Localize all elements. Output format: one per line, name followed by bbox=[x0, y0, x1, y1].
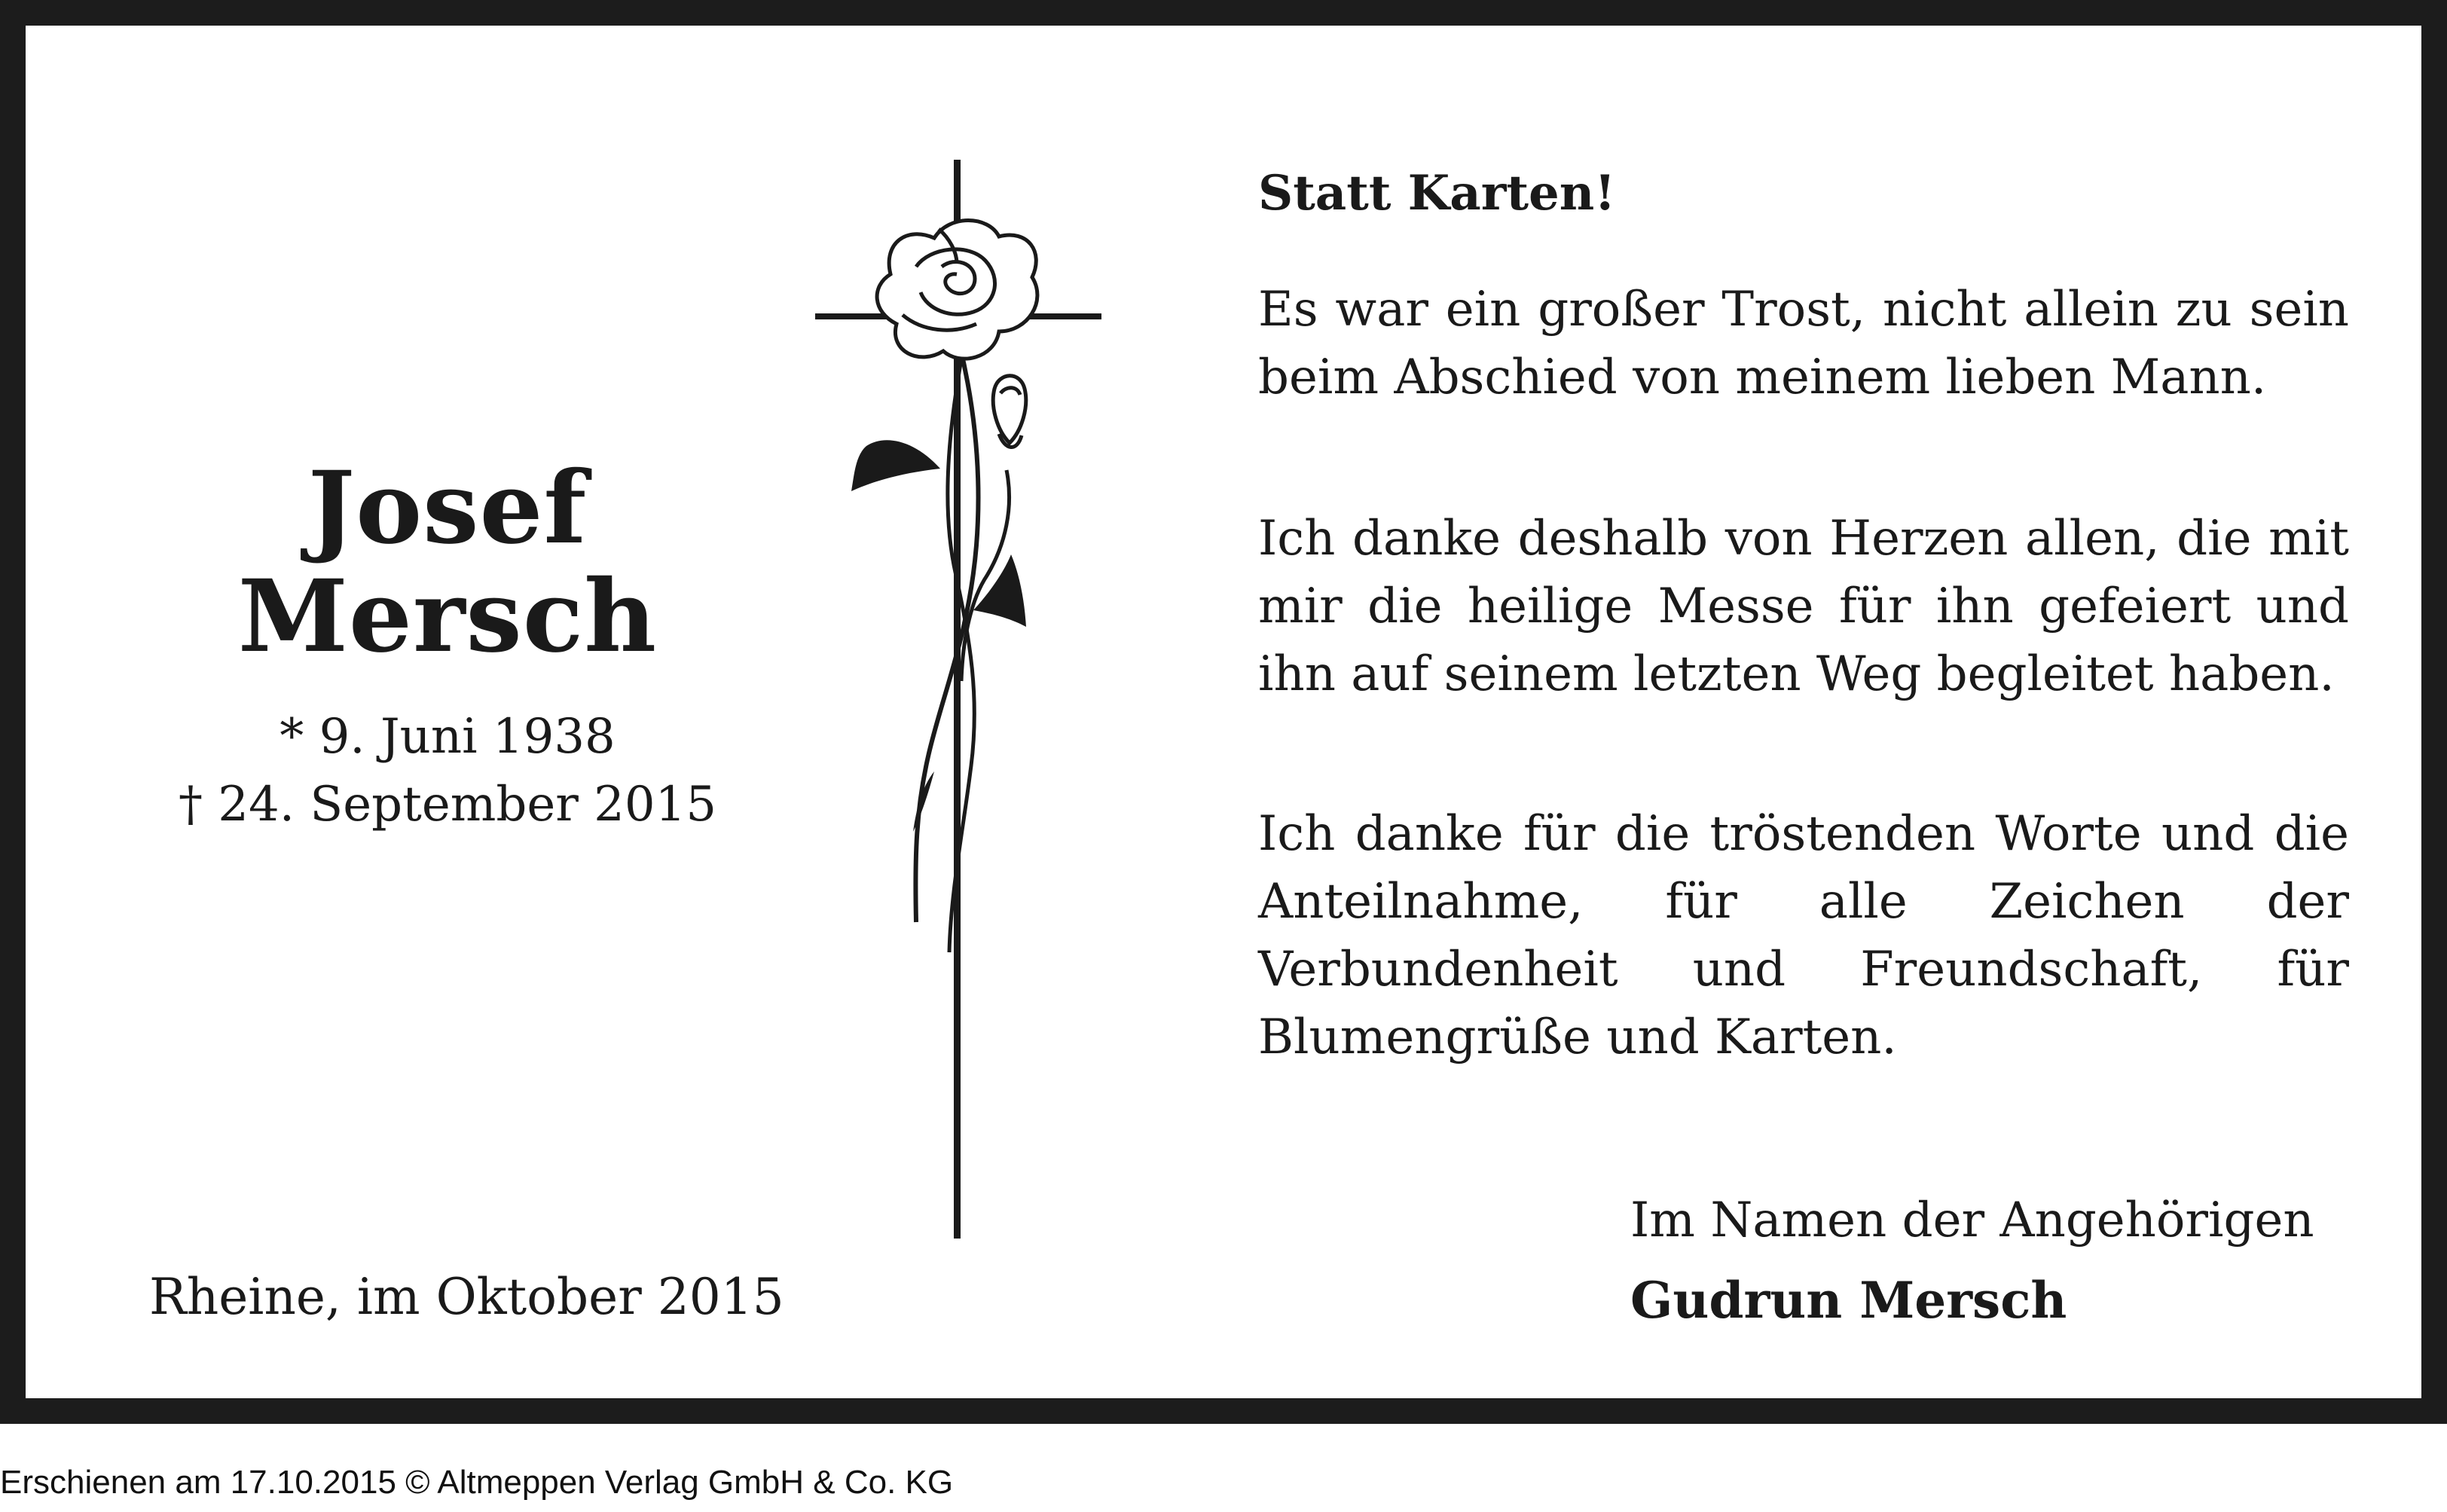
deceased-first-name: Josef bbox=[307, 450, 588, 567]
place-and-date: Rheine, im Oktober 2015 bbox=[149, 1268, 784, 1326]
paragraph-thanks-mass: Ich danke deshalb von Herzen allen, die mit mir die heilige Messe für ihn gefeiert und ihn auf seinem letzten Weg begleitet haben. bbox=[1258, 511, 2349, 702]
birth-date: * 9. Juni 1938 bbox=[280, 709, 616, 765]
rose-leaf-left bbox=[851, 440, 940, 491]
cross-with-rose-icon bbox=[802, 154, 1118, 1246]
rose-leaf-right bbox=[973, 554, 1026, 627]
notice-heading: Statt Karten! bbox=[1258, 165, 1616, 221]
publication-footer: Erschienen am 17.10.2015 © Altmeppen Verlag GmbH & Co. KG bbox=[0, 1464, 954, 1501]
deceased-last-name: Mersch bbox=[237, 558, 658, 675]
death-date: † 24. September 2015 bbox=[178, 777, 717, 832]
rose-bloom bbox=[877, 221, 1037, 359]
paragraph-thanks-condolences: Ich danke für die tröstenden Worte und die Anteilnahme, für alle Zeichen der Verbundenheit und Freundschaft, für Blumengrüße und Karten. bbox=[1258, 806, 2349, 1065]
signature-line: Im Namen der Angehörigen bbox=[1630, 1193, 2314, 1248]
paragraph-thanks-comfort: Es war ein großer Trost, nicht allein zu sein beim Abschied von meinem lieben Mann. bbox=[1258, 282, 2349, 405]
rose-bud bbox=[993, 376, 1026, 447]
signer-name: Gudrun Mersch bbox=[1630, 1271, 2067, 1330]
rose-stem-second bbox=[948, 351, 974, 952]
